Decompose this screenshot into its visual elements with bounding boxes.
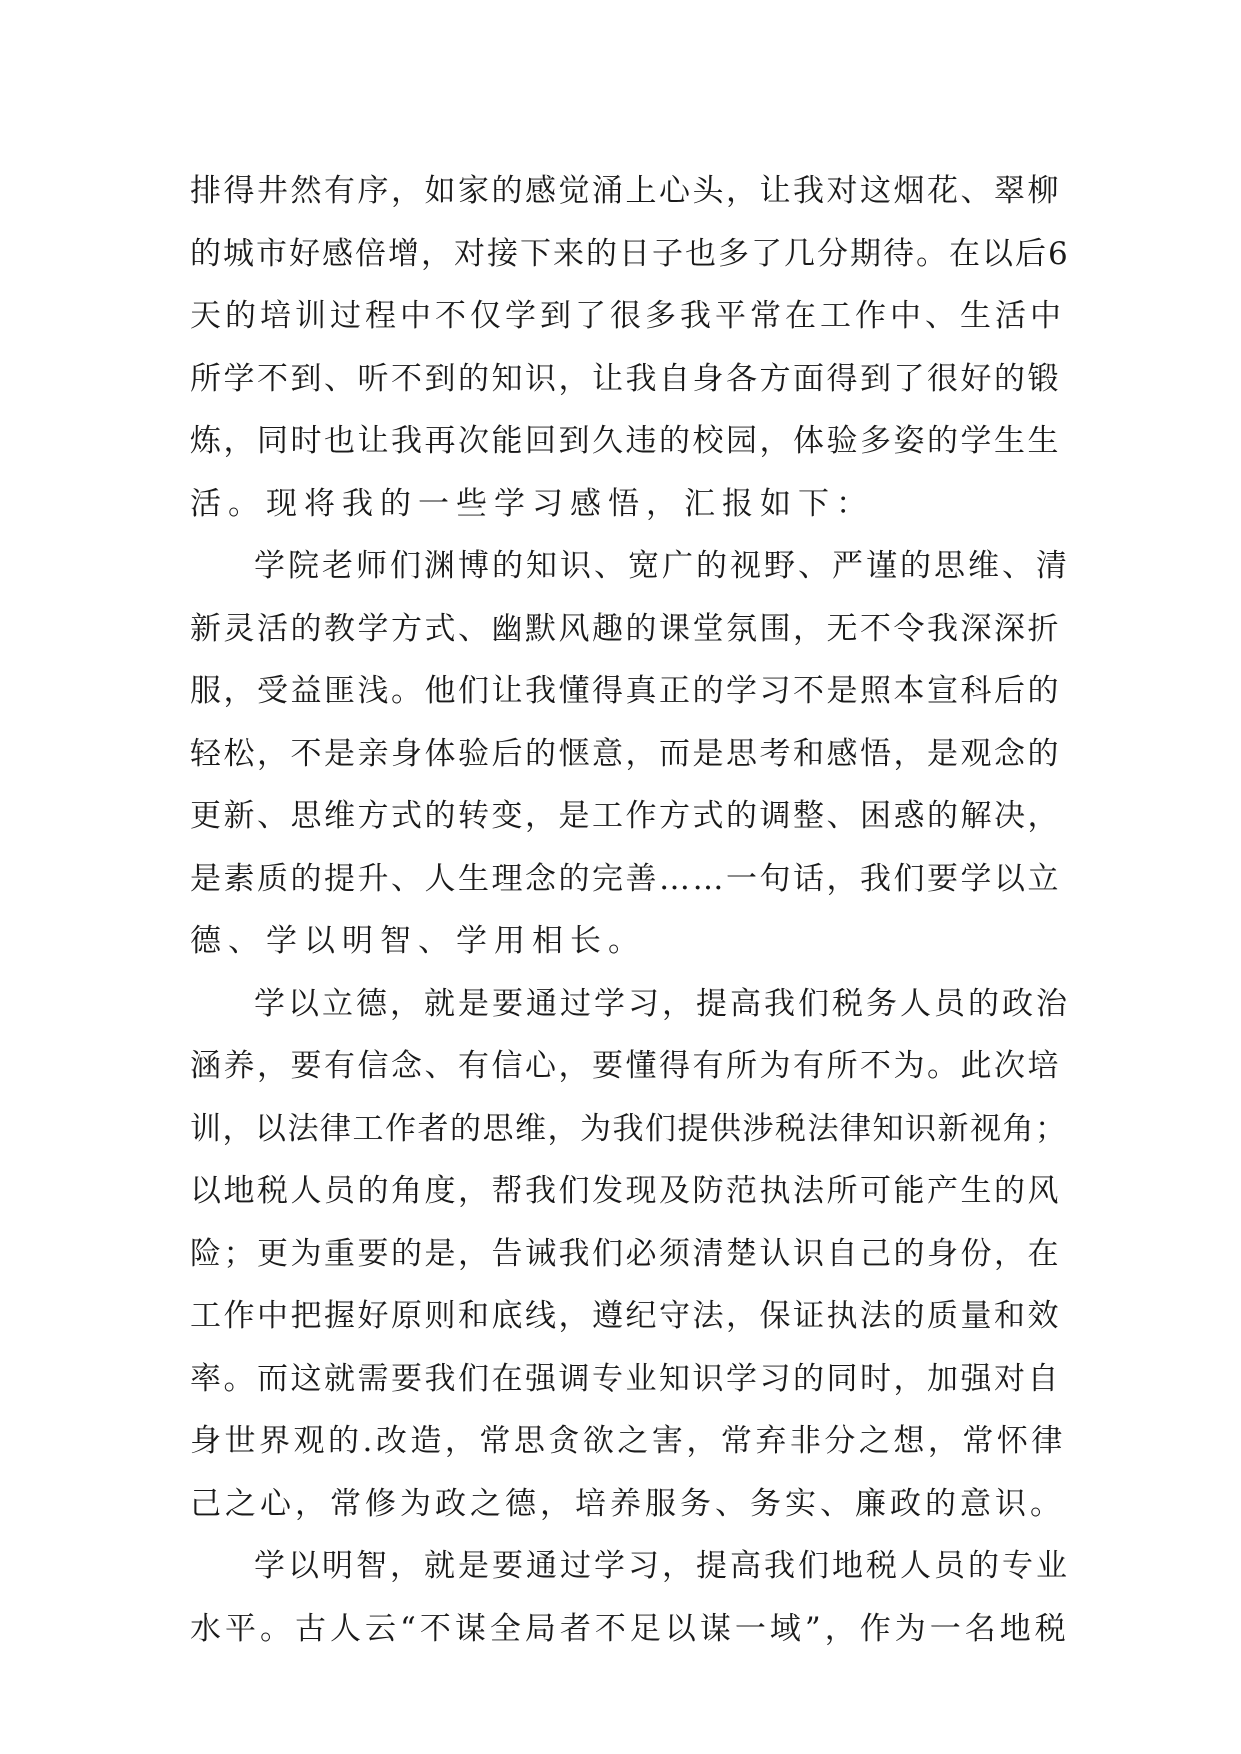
text-line: 己之心，常修为政之德，培养服务、务实、廉政的意识。	[190, 1485, 1065, 1522]
text-line: 险；更为重要的是，告诫我们必须清楚认识自己的身份，在	[190, 1235, 1061, 1272]
text-line: 的城市好感倍增，对接下来的日子也多了几分期待。在以后6	[190, 235, 1070, 272]
paragraph-first-line: 学以明智，就是要通过学习，提高我们地税人员的专业	[254, 1548, 1070, 1584]
text-line: 排得井然有序，如家的感觉涌上心头，让我对这烟花、翠柳	[190, 173, 1061, 209]
paragraph-first-line: 学以立德，就是要通过学习，提高我们税务人员的政治	[254, 985, 1070, 1022]
text-line: 是素质的提升、人生理念的完善……一句话，我们要学以立	[190, 860, 1061, 897]
text-line: 活。现将我的一些学习感悟，汇报如下：	[190, 485, 874, 522]
text-line: 新灵活的教学方式、幽默风趣的课堂氛围，无不令我深深折	[190, 610, 1061, 647]
text-line: 轻松，不是亲身体验后的惬意，而是思考和感悟，是观念的	[190, 735, 1061, 772]
text-line: 炼，同时也让我再次能回到久违的校园，体验多姿的学生生	[190, 423, 1061, 459]
text-line: 德、学以明智、学用相长。	[190, 923, 646, 959]
text-line: 身世界观的.改造，常思贪欲之害，常弃非分之想，常怀律	[190, 1423, 1066, 1459]
body-text	[190, 160, 1070, 1660]
text-line: 天的培训过程中不仅学到了很多我平常在工作中、生活中	[190, 298, 1065, 334]
text-line: 率。而这就需要我们在强调专业知识学习的同时，加强对自	[190, 1360, 1061, 1397]
text-line: 工作中把握好原则和底线，遵纪守法，保证执法的质量和效	[190, 1298, 1061, 1334]
text-line: 更新、思维方式的转变，是工作方式的调整、困惑的解决，	[190, 798, 1061, 834]
text-line: 所学不到、听不到的知识，让我自身各方面得到了很好的锻	[190, 360, 1061, 397]
text-line: 服，受益匪浅。他们让我懂得真正的学习不是照本宣科后的	[190, 673, 1061, 709]
text-line: 以地税人员的角度，帮我们发现及防范执法所可能产生的风	[190, 1173, 1061, 1209]
text-line: 涵养，要有信念、有信心，要懂得有所为有所不为。此次培	[190, 1048, 1061, 1084]
text-line: 训，以法律工作者的思维，为我们提供涉税法律知识新视角；	[190, 1110, 1068, 1147]
text-line: 水平。古人云“不谋全局者不足以谋一域”，作为一名地税	[190, 1610, 1070, 1647]
paragraph-first-line: 学院老师们渊博的知识、宽广的视野、严谨的思维、清	[254, 548, 1070, 584]
